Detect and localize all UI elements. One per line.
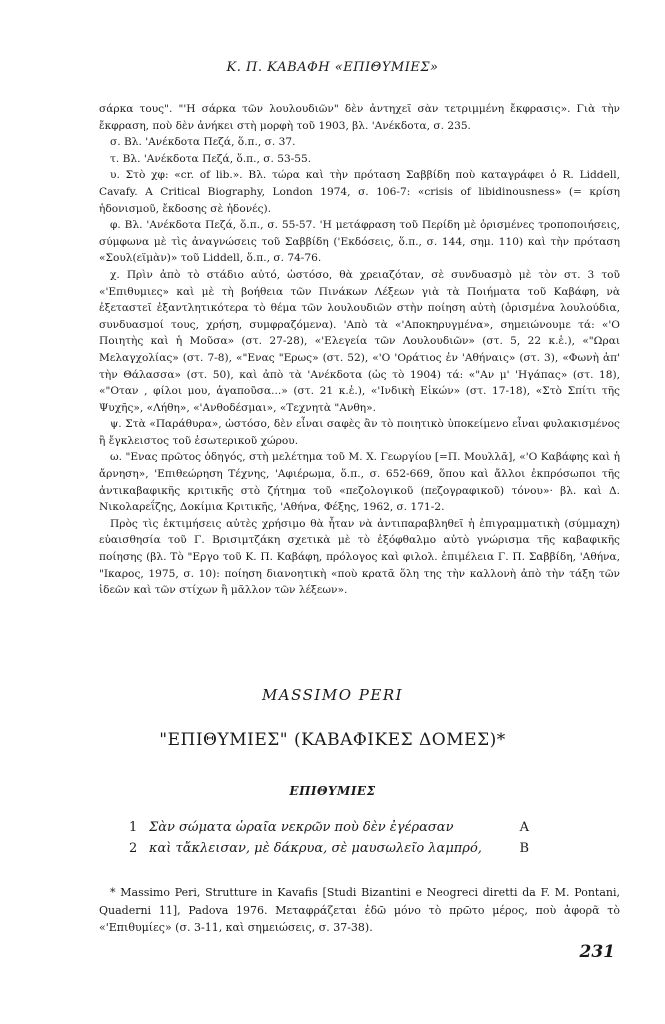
endnotes-block xyxy=(99,101,620,599)
article-title: "ΕΠΙΘΥΜΙΕΣ" (ΚΑΒΑΦΙΚΕΣ ΔΟΜΕΣ)* xyxy=(159,730,506,750)
endnote-paragraph: Πρὸς τὶς ἐκτιμήσεις αὐτὲς χρήσιμο θὰ ἦταν νὰ ἀντιπαραβληθεῖ ἡ ἐπιγραμματικὴ (σύμμαχη) εὐαισθησία τοῦ Γ. Βρισιμτζάκη σχετικὰ μὲ τὸ ἐξόφθαλμο αὐτὸ γνώρισμα τῆς καβαφικῆς ποίησης (βλ. Τὸ "Εργο τοῦ Κ. Π. Καβάφη, πρόλογος καὶ φιλολ. ἐπιμέλεια Γ. Π. Σαββίδη, 'Αθήνα, "Ικαρος, 1975, σ. 10): ποίηση διανοητικὴ «ποὺ κρατᾶ ὅλη της τὴν καλλονὴ ἀπὸ τὴν τάξη τῶν ἰδεῶν καὶ τῶν στίχων ἢ μᾶλλον τῶν λέξεων». xyxy=(99,517,620,597)
endnote-continuation: σάρκα τους". "'Η σάρκα τῶν λουλουδιῶν" δὲν ἀντηχεῖ σὰν τετριμμένη ἔκφρασις». Γιὰ τὴν ἔκφραση, ποὺ δὲν ἀνήκει στὴ μορφὴ τοῦ 1903, βλ. 'Ανέκδοτα, σ. 235. xyxy=(99,103,620,132)
rhyme-mark: A xyxy=(519,820,529,835)
page-number: 231 xyxy=(579,942,615,962)
verse-line-1 xyxy=(129,820,529,840)
verse-number: 2 xyxy=(129,841,138,856)
verse-text: Σὰν σώματα ὡραῖα νεκρῶν ποὺ δὲν ἐγέρασαν xyxy=(149,820,454,835)
article-author: MASSIMO PERI xyxy=(261,686,404,704)
endnote-tau: τ. Βλ. 'Ανέκδοτα Πεζά, ὅ.π., σ. 53-55. xyxy=(110,152,312,165)
verse-number: 1 xyxy=(129,820,138,835)
poem-title: ΕΠΙΘΥΜΙΕΣ xyxy=(289,784,376,798)
rhyme-mark: B xyxy=(519,841,529,856)
verse-line-2 xyxy=(129,841,529,861)
verse-text: καὶ τἄκλεισαν, μὲ δάκρυα, σὲ μαυσωλεῖο λαμπρό, xyxy=(149,841,482,856)
endnote-phi: φ. Βλ. 'Ανέκδοτα Πεζά, ὅ.π., σ. 55-57. 'Η μετάφραση τοῦ Περίδη μὲ ὁρισμένες τροποποιήσεις, σύμφωνα μὲ τὶς ἀναγνώσεις τοῦ Σαββίδη ('Εκδόσεις, ὅ.π., σ. 144, σημ. 110) καὶ τὴν πρόταση «Σουλ(εϊμὰν)» τοῦ Liddell, ὅ.π., σ. 74-76. xyxy=(99,219,620,265)
endnote-psi: ψ. Στὰ «Παράθυρα», ὡστόσο, δὲν εἶναι σαφὲς ἂν τὸ ποιητικὸ ὑποκείμενο εἶναι φυλακισμένος ἢ ἔγκλειστος τοῦ ἐσωτερικοῦ χώρου. xyxy=(99,418,620,447)
endnote-sigma: σ. Βλ. 'Ανέκδοτα Πεζά, ὅ.π., σ. 37. xyxy=(110,136,296,149)
footnote: * Massimo Peri, Strutture in Kavafis [Studi Bizantini e Neogreci diretti da F. M. Pontani, Quaderni 11], Padova 1976. Μεταφράζεται ἐδῶ μόνο τὸ πρῶτο μέρος, ποὺ ἀφορᾶ τὸ «'Επιθυμίες» (σ. 3-11, καὶ σημειώσεις, σ. 37-38). xyxy=(99,886,620,934)
endnote-omega: ω. "Ενας πρῶτος ὁδηγός, στὴ μελέτημα τοῦ Μ. Χ. Γεωργίου [=Π. Μουλλᾶ], «'Ο Καβάφης καὶ ἡ ἄρνηση», 'Επιθεώρηση Τέχνης, 'Αφιέρωμα, ὅ.π., σ. 652-669, ὅπου καὶ ἄλλοι ἐκπρόσωποι τῆς ἀντικαβαφικῆς κριτικῆς στὸ ζήτημα τοῦ «πεζολογικοῦ (πεζογραφικοῦ) τόνου»· βλ. καὶ Δ. Νικολαρεΐζης, Δοκίμια Κριτικῆς, 'Αθήνα, Φέξης, 1962, σ. 171-2. xyxy=(99,451,620,514)
endnote-chi: χ. Πρὶν ἀπὸ τὸ στάδιο αὐτό, ὡστόσο, θὰ χρειαζόταν, σὲ συνδυασμὸ μὲ τὸν στ. 3 τοῦ «'Επιθυμιες» καὶ μὲ τὴ βοήθεια τῶν Πινάκων Λέξεων γιὰ τὰ Ποιήματα τοῦ Καβάφη, νὰ ἐξεταστεῖ ἐξαντλητικότερα τὸ θέμα τῶν λουλουδιῶν στὴν ποίηση αὐτὴ (ὁρισμένα λουλούδια, συνδυασμοί τους, χρήση, συμφραζόμενα). 'Απὸ τὰ «'Αποκηρυγμένα», σημειώνουμε τά: «'Ο Ποιητὴς καὶ ἡ Μοῦσα» (στ. 27-28), «'Ελεγεία τῶν Λουλουδιῶν» (στ. 5, 22 κ.ἑ.), «"Ωραι Μελαγχολίας» (στ. 7-8), «"Ενας "Ερως» (στ. 52), «'Ο 'Οράτιος ἐν 'Αθήναις» (στ. 3), «Φωνὴ ἀπ' τὴν Θάλασσα» (στ. 50), καὶ ἀπὸ τὰ 'Ανέκδοτα (ὡς τὸ 1904) τά: «"Αν μ' 'Ηγάπας» (στ. 18), «"Οταν , φίλοι μου, ἀγαποῦσα...» (στ. 21 κ.ἑ.), «'Ινδικὴ Εἰκών» (στ. 17-18), «Στὸ Σπίτι τῆς Ψυχῆς», «Λήθη», «'Ανθοδέσμαι», «Τεχνητὰ "Ανθη». xyxy=(99,268,620,414)
running-head: Κ. Π. ΚΑΒΑΦΗ «ΕΠΙΘΥΜΙΕΣ» xyxy=(226,60,439,75)
endnote-upsilon: υ. Στὸ χφ: «cr. of lib.». Βλ. τώρα καὶ τὴν πρόταση Σαββίδη ποὺ καταγράφει ὁ R. Liddell, Cavafy. A Critical Biography, London 1974, σ. 106-7: «crisis of libidinousness» (= κρίση ἡδονισμοῦ, ἔκδοσης σὲ ἡδονές). xyxy=(99,169,620,215)
